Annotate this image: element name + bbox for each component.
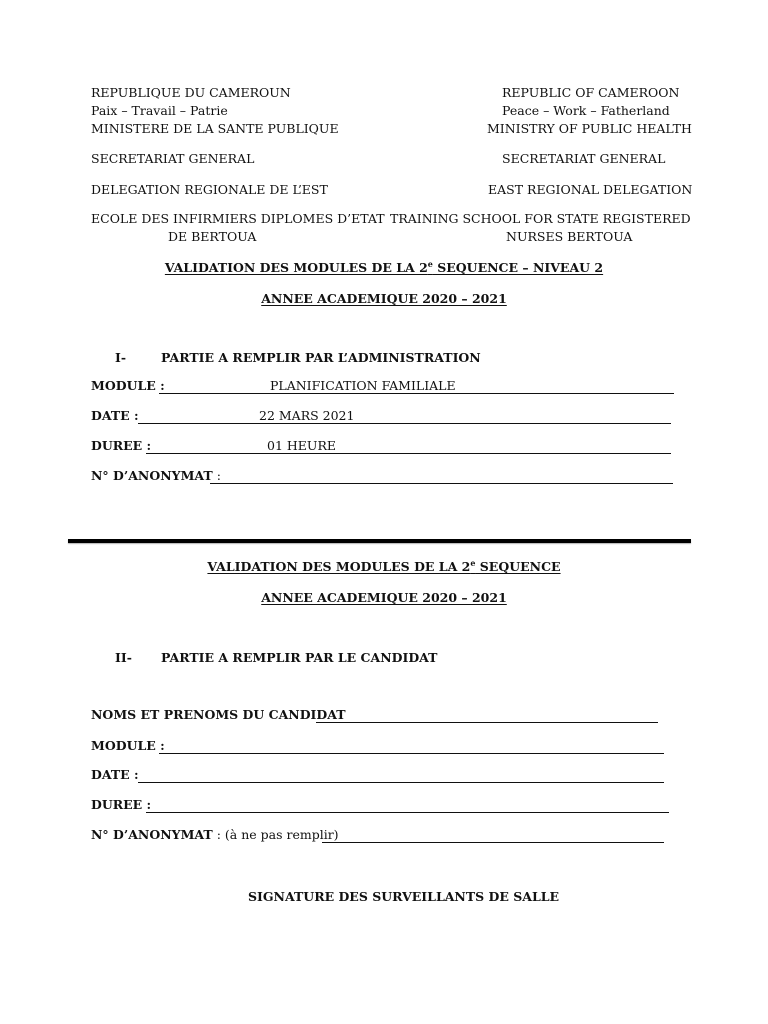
section2-anonymat-line — [322, 842, 664, 843]
header-left-school-line1: ECOLE DES INFIRMIERS DIPLOMES D’ETAT — [91, 211, 385, 226]
section1-part-number: I- — [115, 350, 127, 365]
section2-noms-line[interactable] — [316, 722, 658, 723]
section1-module-label: MODULE : — [91, 378, 165, 393]
section1-module-line — [159, 393, 674, 394]
section2-date-line[interactable] — [138, 782, 664, 783]
section2-duree-line[interactable] — [146, 812, 669, 813]
section1-duree-label: DUREE : — [91, 438, 152, 453]
header-left-secretariat: SECRETARIAT GENERAL — [91, 151, 255, 166]
header-right-school-line1: TRAINING SCHOOL FOR STATE REGISTERED — [390, 211, 691, 226]
section2-duree-label: DUREE : — [91, 797, 152, 812]
section1-anonymat-line — [210, 483, 673, 484]
section-separator — [68, 539, 691, 543]
section2-part-title: PARTIE A REMPLIR PAR LE CANDIDAT — [161, 650, 438, 665]
header-left-ministry: MINISTERE DE LA SANTE PUBLIQUE — [91, 121, 339, 136]
header-left-school-line2: DE BERTOUA — [168, 229, 257, 244]
section1-date-label: DATE : — [91, 408, 139, 423]
section2-module-line[interactable] — [159, 753, 664, 754]
header-right-ministry: MINISTRY OF PUBLIC HEALTH — [487, 121, 692, 136]
section2-part-number: II- — [115, 650, 132, 665]
section2-module-label: MODULE : — [91, 738, 165, 753]
section1-year: ANNEE ACADEMIQUE 2020 – 2021 — [261, 291, 507, 306]
section1-date-line — [138, 423, 671, 424]
header-right-secretariat: SECRETARIAT GENERAL — [502, 151, 666, 166]
section1-module-value: PLANIFICATION FAMILIALE — [270, 378, 456, 393]
section2-title: VALIDATION DES MODULES DE LA 2e SEQUENCE — [207, 558, 561, 574]
header-right-country: REPUBLIC OF CAMEROON — [502, 85, 680, 100]
section2-anonymat-label: N° D’ANONYMAT : (à ne pas remplir) — [91, 827, 339, 842]
section2-noms-label: NOMS ET PRENOMS DU CANDIDAT — [91, 707, 346, 722]
header-right-school-line2: NURSES BERTOUA — [506, 229, 633, 244]
section1-title: VALIDATION DES MODULES DE LA 2e SEQUENCE – NIVEAU 2 — [164, 259, 604, 275]
signature-label: SIGNATURE DES SURVEILLANTS DE SALLE — [248, 889, 560, 904]
section2-date-label: DATE : — [91, 767, 139, 782]
section1-part-title: PARTIE A REMPLIR PAR L’ADMINISTRATION — [161, 350, 481, 365]
section1-anonymat-label: N° D’ANONYMAT : — [91, 468, 221, 483]
section2-year: ANNEE ACADEMIQUE 2020 – 2021 — [261, 590, 507, 605]
section1-date-value: 22 MARS 2021 — [259, 408, 355, 423]
header-left-delegation: DELEGATION REGIONALE DE L’EST — [91, 182, 328, 197]
section1-duree-value: 01 HEURE — [267, 438, 336, 453]
header-left-country: REPUBLIQUE DU CAMEROUN — [91, 85, 291, 100]
header-right-delegation: EAST REGIONAL DELEGATION — [488, 182, 693, 197]
header-right-motto: Peace – Work – Fatherland — [502, 103, 670, 118]
section1-duree-line — [146, 453, 671, 454]
header-left-motto: Paix – Travail – Patrie — [91, 103, 228, 118]
